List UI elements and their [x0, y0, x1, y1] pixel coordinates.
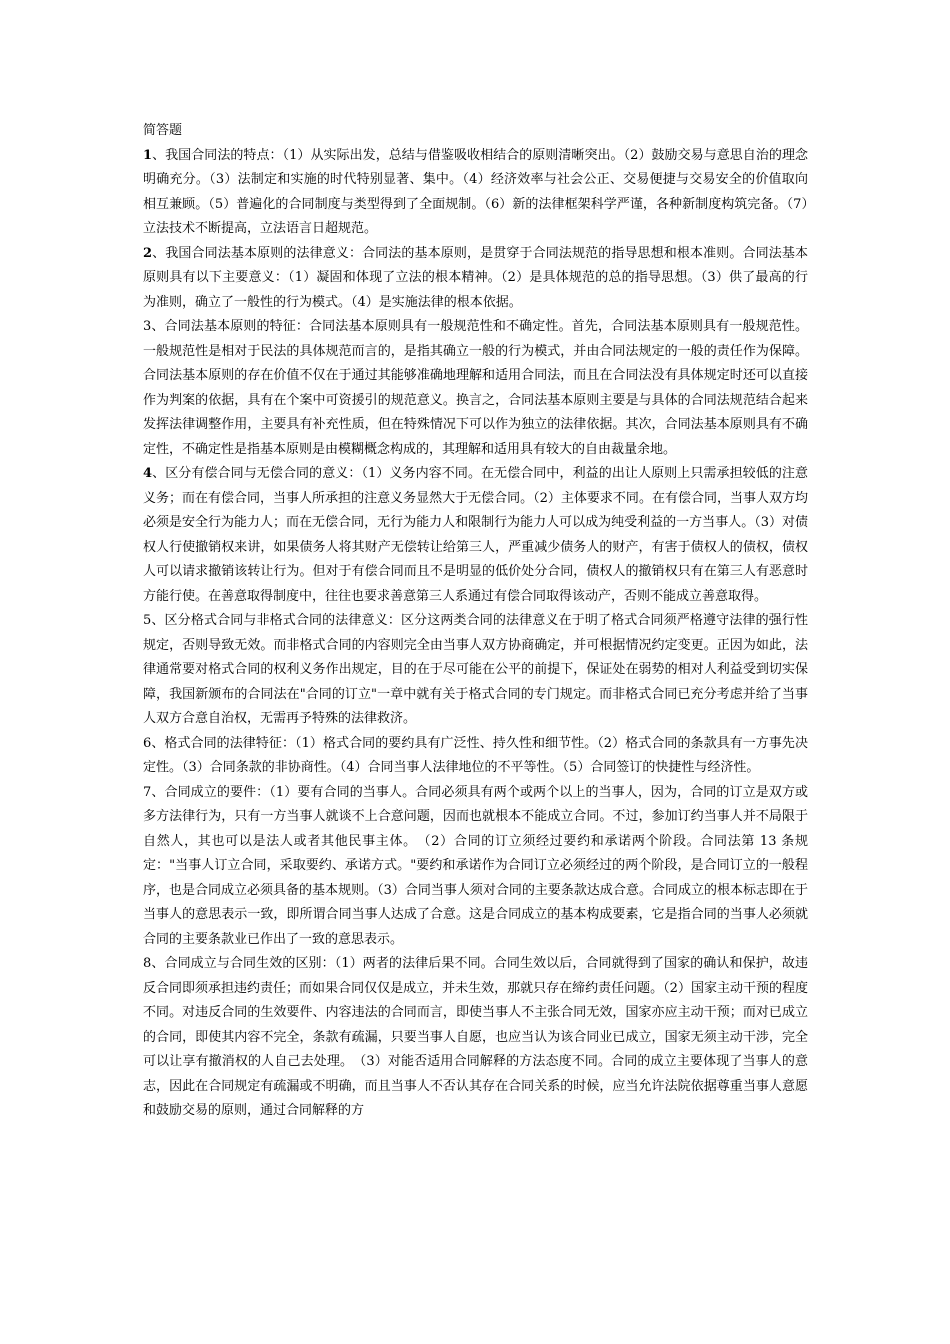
paragraph-number: 3 — [143, 319, 152, 334]
paragraph-3 — [143, 315, 808, 462]
paragraph-text: 、合同法基本原则的特征：合同法基本原则具有一般规范性和不确定性。首先，合同法基本原则具有一般规范性。一般规范性是相对于民法的具体规范而言的，是指其确立一般的行为模式，并由合同法规定的一般的责任作为保障。合同法基本原则的存在价值不仅在于通过其能够准确地理解和适用合同法，而且在合同法没有具体规定时还可以直接作为判案的依据，具有在个案中可资援引的规范意义。换言之，合同法基本原则主要是与具体的合同法规范结合起来发挥法律调整作用，主要具有补充性质，但在特殊情况下可以作为独立的法律依据。其次，合同法基本原则具有不确定性，不确定性是指基本原则是由模糊概念构成的，其理解和适用具有较大的自由裁量余地。 — [143, 319, 808, 457]
paragraph-number: 1 — [143, 147, 153, 163]
paragraph-number: 5 — [143, 613, 152, 628]
paragraph-4 — [143, 462, 808, 609]
paragraph-text: 、合同成立与合同生效的区别：（1）两者的法律后果不同。合同生效以后，合同就得到了国家的确认和保护，故违反合同即须承担违约责任；而如果合同仅仅是成立，并未生效，那就只存在缔约责任问题。（2）国家主动干预的程度不同。对违反合同的生效要件、内容违法的合同而言，即使当事人不主张合同无效，国家亦应主动干预；而对已成立的合同，即使其内容不完全，条款有疏漏，只要当事人自愿，也应当认为该合同业已成立，国家无须主动干涉，完全可以让享有撤消权的人自己去处理。 （3）对能否适用合同解释的方法态度不同。合同的成立主要体现了当事人的意志，因此在合同规定有疏漏或不明确，而且当事人不否认其存在合同关系的时候，应当允许法院依据尊重当事人意愿和鼓励交易的原则，通过合同解释的方 — [143, 956, 808, 1118]
paragraph-number: 4 — [143, 466, 153, 481]
paragraph-number: 8 — [143, 956, 152, 971]
paragraph-7 — [143, 781, 808, 953]
paragraph-text: 、我国合同法的特点：（1）从实际出发，总结与借鉴吸收相结合的原则清晰突出。（2）鼓励交易与意思自治的理念明确充分。（3）法制定和实施的时代特别显著、集中。（4）经济效率与社会公正、交易便捷与交易安全的价值取向相互兼顾。（5）普遍化的合同制度与类型得到了全面规制。（6）新的法律框架科学严谨，各种新制度构筑完备。（7）立法技术不断提高，立法语言日超规范。 — [143, 147, 808, 236]
paragraph-8 — [143, 952, 808, 1124]
paragraph-text: 、合同成立的要件：（1）要有合同的当事人。合同必须具有两个或两个以上的当事人，因为，合同的订立是双方或多方法律行为，只有一方当事人就谈不上合意问题，因而也就根本不能成立合同。不过，参加订约当事人并不局限于自然人，其也可以是法人或者其他民事主体。 （2）合同的订立须经过要约和承诺两个阶段。合同法第 13 条规定："当事人订立合同，采取要约、承诺方式。"要约和承诺作为合同订立必须经过的两个阶段，是合同订立的一般程序，也是合同成立必须具备的基本规则。（3）合同当事人须对合同的主要条款达成合意。合同成立的根本标志即在于当事人的意思表示一致，即所谓合同当事人达成了合意。这是合同成立的基本构成要素，它是指合同的当事人必须就合同的主要条款业已作出了一致的意思表示。 — [143, 784, 808, 947]
paragraph-1 — [143, 144, 808, 242]
paragraph-text: 、区分有偿合同与无偿合同的意义：（1）义务内容不同。在无偿合同中，利益的出让人原则上只需承担较低的注意义务；而在有偿合同，当事人所承担的注意义务显然大于无偿合同。（2）主体要求不同。在有偿合同，当事人双方均必须是安全行为能力人；而在无偿合同，无行为能力人和限制行为能力人可以成为纯受利益的一方当事人。（3）对债权人行使撤销权来讲，如果债务人将其财产无偿转让给第三人，严重减少债务人的财产，有害于债权人的债权，债权人可以请求撤销该转让行为。但对于有偿合同而且不是明显的低价处分合同，债权人的撤销权只有在第三人有恶意时方能行使。在善意取得制度中，往往也要求善意第三人系通过有偿合同取得该动产，否则不能成立善意取得。 — [143, 466, 808, 604]
paragraph-text: 、我国合同法基本原则的法律意义：合同法的基本原则，是贯穿于合同法规范的指导思想和根本准则。合同法基本原则具有以下主要意义：（1）凝固和体现了立法的根本精神。（2）是具体规范的总的指导思想。（3）供了最高的行为准则，确立了一般性的行为模式。（4）是实施法律的根本依据。 — [143, 245, 808, 310]
document-title: 简答题 — [143, 123, 183, 138]
paragraph-number: 6 — [143, 735, 152, 751]
document-page — [143, 119, 808, 1124]
paragraph-2 — [143, 242, 808, 316]
paragraph-number: 7 — [143, 784, 152, 800]
paragraph-text: 、格式合同的法律特征：（1）格式合同的要约具有广泛性、持久性和细节性。（2）格式合同的条款具有一方事先决定性。（3）合同条款的非协商性。（4）合同当事人法律地位的不平等性。（5）合同签订的快捷性与经济性。 — [143, 735, 808, 775]
paragraph-5 — [143, 609, 808, 732]
paragraph-6 — [143, 732, 808, 781]
paragraph-number: 2 — [143, 245, 153, 261]
paragraph-text: 、区分格式合同与非格式合同的法律意义：区分这两类合同的法律意义在于明了格式合同须严格遵守法律的强行性规定，否则导致无效。而非格式合同的内容则完全由当事人双方协商确定，并可根据情况约定变更。正因为如此，法律通常要对格式合同的权利义务作出规定，目的在于尽可能在公平的前提下，保证处在弱势的相对人利益受到切实保障，我国新颁布的合同法在"合同的订立"一章中就有关于格式合同的专门规定。而非格式合同已充分考虑并给了当事人双方合意自治权，无需再予特殊的法律救济。 — [143, 613, 808, 726]
